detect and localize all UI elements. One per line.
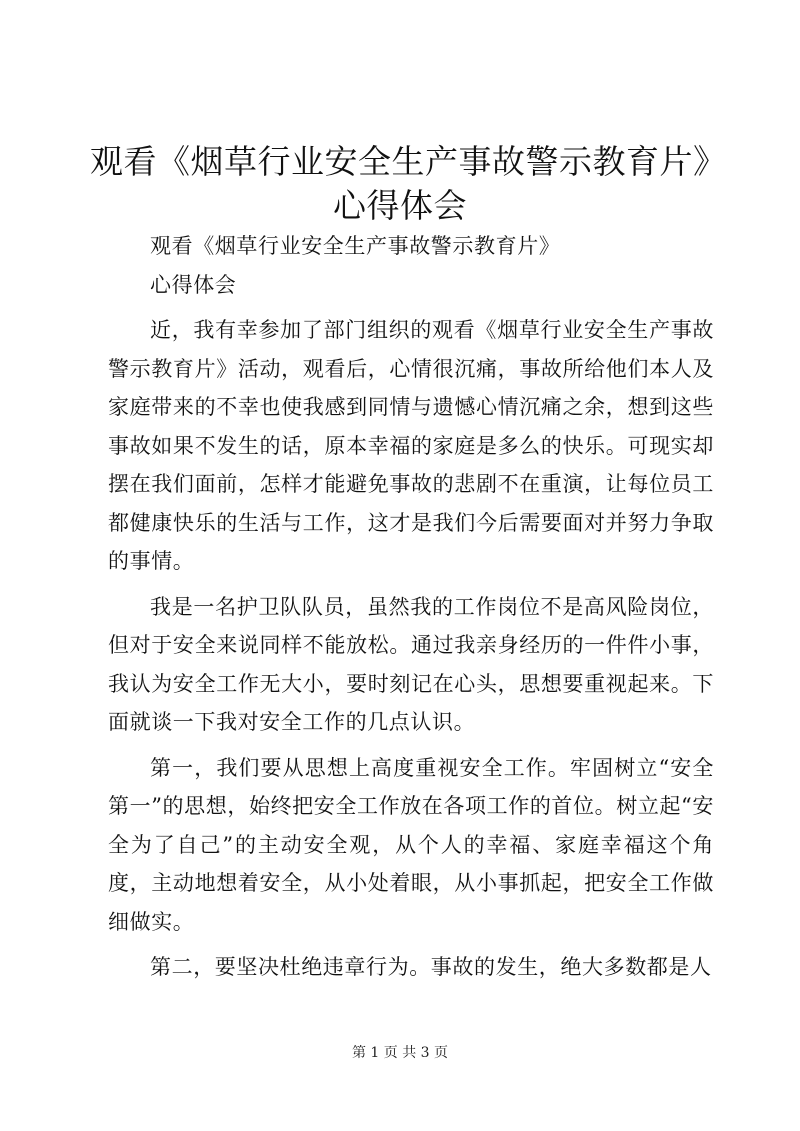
paragraph-subtitle-line2: 心得体会 bbox=[150, 272, 237, 297]
page-footer: 第 1 页 共 3 页 bbox=[351, 1045, 449, 1061]
paragraph-point-one: 第一，我们要从思想上高度重视安全工作。牢固树立“安全第一”的思想，始终把安全工作放在各项工作的首位。树立起“安全为了自己”的主动安全观，从个人的幸福、家庭幸福这个角度，主动地想着安全，从小处着眼，从小事抓起，把安全工作做细做实。 bbox=[108, 755, 714, 934]
document-title: 观看《烟草行业安全生产事故警示教育片》心得体会 bbox=[90, 142, 710, 225]
paragraph-point-two: 第二，要坚决杜绝违章行为。事故的发生，绝大多数都是人 bbox=[150, 955, 712, 979]
paragraph-subtitle-line1: 观看《烟草行业安全生产事故警示教育片》 bbox=[150, 234, 561, 258]
document-body bbox=[108, 227, 714, 987]
paragraph-intro: 近，我有幸参加了部门组织的观看《烟草行业安全生产事故警示教育片》活动，观看后，心情很沉痛，事故所给他们本人及家庭带来的不幸也使我感到同情与遗憾心情沉痛之余，想到这些事故如果不发生的话，原本幸福的家庭是多么的快乐。可现实却摆在我们面前，怎样才能避免事故的悲剧不在重演，让每位员工都健康快乐的生活与工作，这才是我们今后需要面对并努力争取的事情。 bbox=[108, 318, 714, 573]
paragraph-role: 我是一名护卫队队员，虽然我的工作岗位不是高风险岗位，但对于安全来说同样不能放松。通过我亲身经历的一件件小事，我认为安全工作无大小，要时刻记在心头，思想要重视起来。下面就谈一下我对安全工作的几点认识。 bbox=[108, 594, 714, 734]
